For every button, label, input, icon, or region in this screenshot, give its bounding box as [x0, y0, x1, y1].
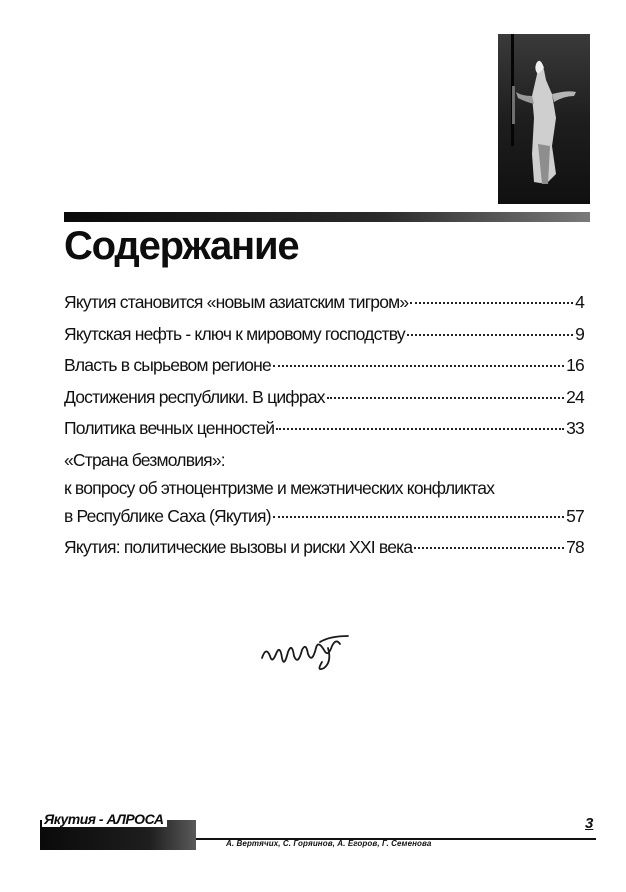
- toc-entry-multiline[interactable]: [64, 450, 584, 478]
- toc-entry-page: 78: [566, 537, 584, 557]
- toc-entry-page: 4: [575, 292, 584, 312]
- toc-entry-page: 16: [566, 355, 584, 375]
- toc-entry-title: Якутия становится «новым азиатским тигром»: [64, 292, 409, 312]
- toc-entry-title: в Республике Саха (Якутия): [64, 505, 271, 526]
- toc-entry-title: к вопросу об этноцентризме и межэтнических конфликтах: [64, 477, 495, 498]
- toc-leader-dots: [276, 428, 564, 430]
- toc-entry[interactable]: [64, 537, 584, 569]
- footer-brand: Якутия - АЛРОСА: [42, 811, 167, 827]
- toc-entry-title: «Страна безмолвия»:: [64, 449, 225, 470]
- title-rule: [64, 212, 590, 222]
- page-number: 3: [585, 815, 594, 832]
- toc-entry[interactable]: [64, 355, 584, 387]
- toc-entry[interactable]: [64, 506, 584, 538]
- monument-photo: [498, 34, 590, 204]
- toc-entry[interactable]: [64, 292, 584, 324]
- toc-entry-title: Якутская нефть - ключ к мировому господству: [64, 323, 405, 344]
- toc-entry-page: 57: [566, 505, 584, 526]
- toc-entry-title: Политика вечных ценностей: [64, 418, 275, 438]
- toc-entry[interactable]: [64, 418, 584, 450]
- toc-entry-title: Власть в сырьевом регионе: [64, 355, 271, 375]
- toc-leader-dots: [327, 397, 564, 399]
- toc-entry-title: Якутия: политические вызовы и риски XXI века: [64, 537, 413, 557]
- toc-leader-dots: [273, 516, 564, 518]
- toc-entry-multiline[interactable]: [64, 478, 584, 506]
- monument-silhouette-icon: [498, 34, 590, 204]
- toc-entry-page: 24: [566, 386, 584, 407]
- toc-leader-dots: [273, 365, 564, 367]
- toc-entry[interactable]: [64, 324, 584, 356]
- toc-entry-page: 9: [575, 323, 584, 344]
- footer-authors: А. Вертячих, С. Горяинов, А. Егоров, Г. Семенова: [226, 839, 432, 848]
- toc-leader-dots: [410, 302, 573, 304]
- toc-entry[interactable]: [64, 387, 584, 419]
- toc-leader-dots: [414, 547, 564, 549]
- toc-entry-title: Достижения республики. В цифрах: [64, 386, 325, 407]
- toc-leader-dots: [407, 334, 573, 336]
- table-of-contents: [64, 292, 584, 569]
- handwritten-signature: [258, 628, 354, 674]
- page-title: Содержание: [64, 224, 299, 268]
- toc-entry-page: 33: [566, 418, 584, 438]
